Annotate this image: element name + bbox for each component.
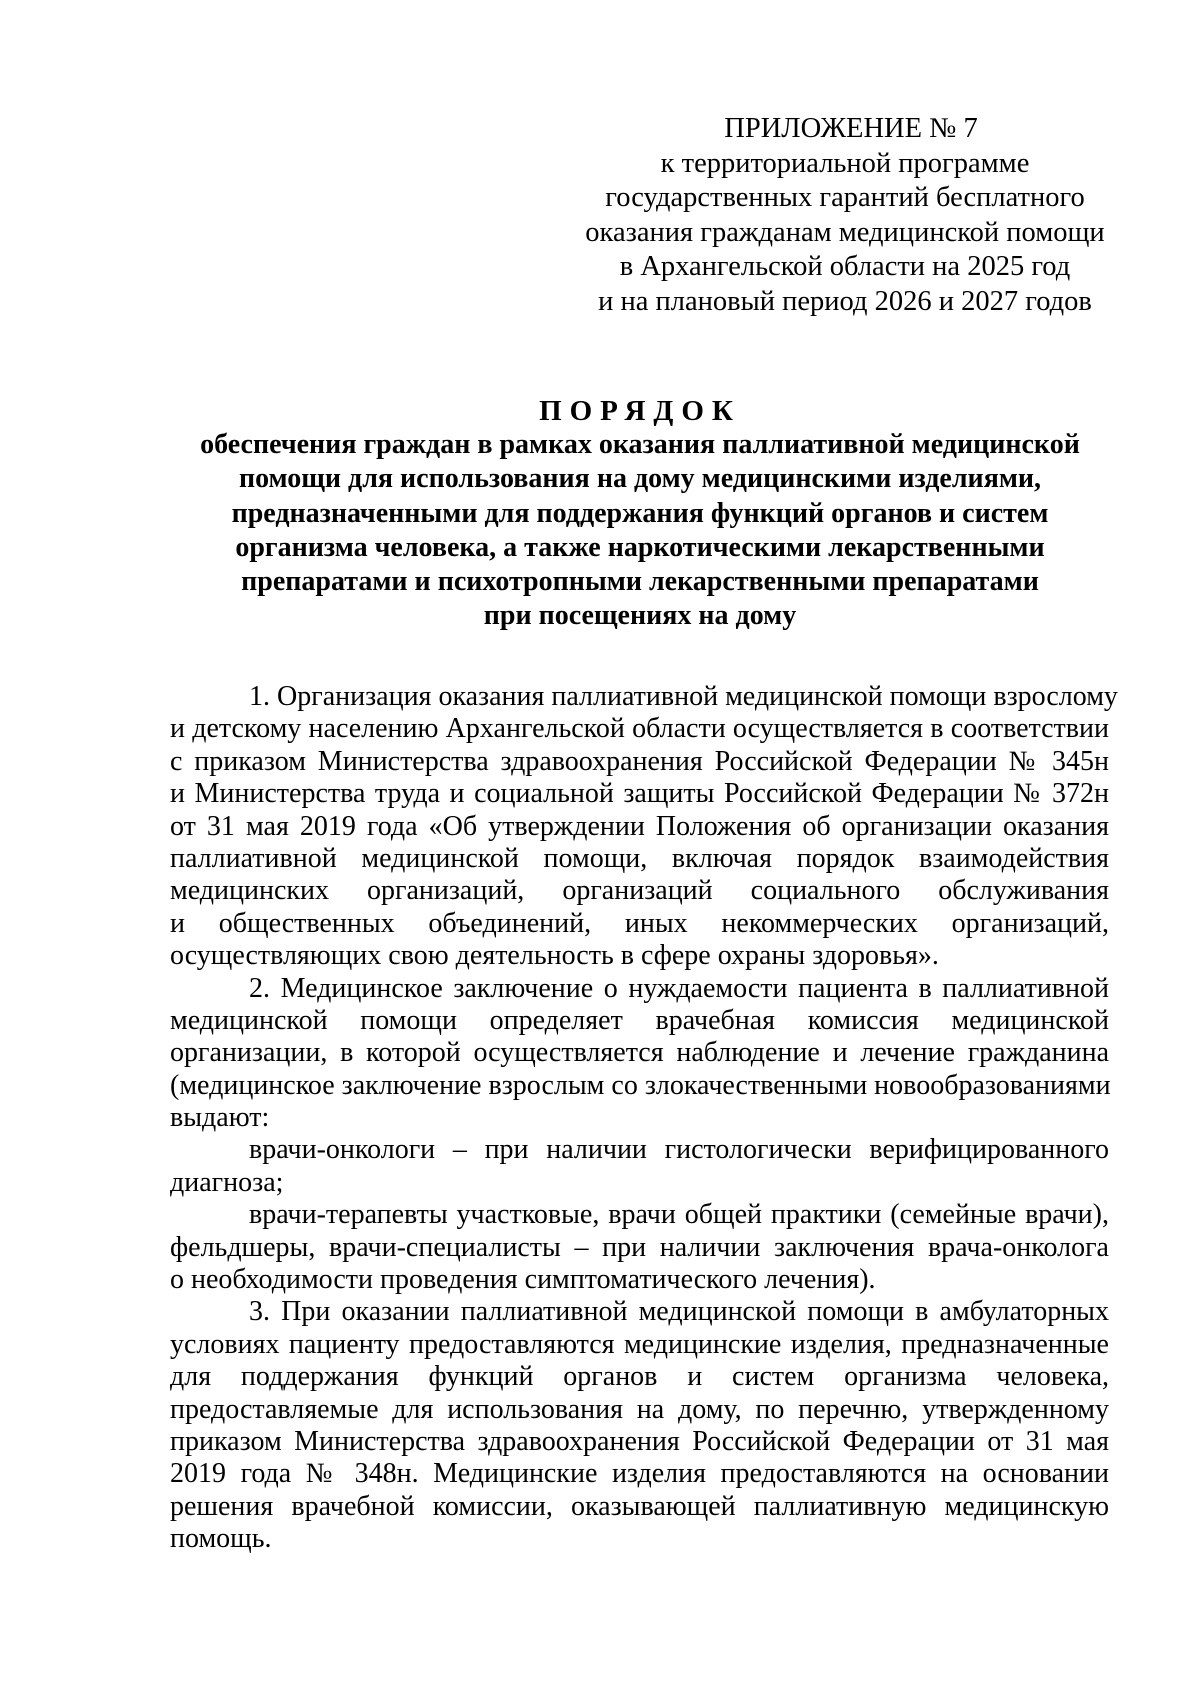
subtitle-line: препаратами и психотропными лекарственными препаратами	[241, 566, 1039, 598]
paragraph-1-line: с приказом Министерства здравоохранения Российской Федерации № 345н	[170, 745, 1109, 777]
subtitle-line: организма человека, а также наркотическими лекарственными	[235, 531, 1045, 563]
subtitle-line: обеспечения граждан в рамках оказания паллиативной медицинской	[200, 429, 1080, 460]
appendix-header	[575, 112, 1115, 319]
subtitle-line: предназначенными для поддержания функций органов и систем	[231, 497, 1049, 529]
subtitle-line: помощи для использования на дому медицинскими изделиями,	[238, 463, 1042, 495]
paragraph-1-line: от 31 мая 2019 года «Об утверждении Положения об организации оказания	[170, 810, 1109, 842]
paragraph-1-line: 1. Организация оказания паллиативной медицинской помощи взрослому	[249, 681, 1118, 712]
paragraph-1-line: осуществляющих свою деятельность в сфере охраны здоровья».	[170, 940, 939, 972]
paragraph-3-line: приказом Министерства здравоохранения Российской Федерации от 31 мая	[170, 1425, 1109, 1457]
paragraph-3-line: условиях пациенту предоставляются медицинские изделия, предназначенные	[170, 1328, 1109, 1360]
document-body	[170, 681, 1118, 1556]
paragraph-2-line: 2. Медицинское заключение о нуждаемости пациента в паллиативной	[249, 972, 1109, 1004]
paragraph-1-line: и детскому населению Архангельской области осуществляется в соответствии	[170, 713, 1109, 745]
list-item-line: врачи-терапевты участковые, врачи общей практики (семейные врачи),	[249, 1199, 1109, 1231]
subtitle-line: при посещениях на дому	[483, 600, 797, 632]
appendix-line: государственных гарантий бесплатного	[605, 182, 1085, 213]
paragraph-3-line: 3. При оказании паллиативной медицинской помощи в амбулаторных	[249, 1296, 1109, 1328]
list-item-line: врачи-онкологи – при наличии гистологически верифицированного	[249, 1134, 1109, 1166]
paragraph-2-line: выдают:	[170, 1102, 270, 1134]
paragraph-3-line: решения врачебной комиссии, оказывающей паллиативную медицинскую	[170, 1490, 1109, 1522]
paragraph-3-line: для поддержания функций органов и систем организма человека,	[170, 1361, 1109, 1393]
paragraph-3-line: предоставляемые для использования на дому, по перечню, утвержденному	[170, 1393, 1109, 1425]
appendix-line: в Архангельской области на 2025 год	[619, 251, 1071, 282]
paragraph-3-line: помощь.	[170, 1523, 272, 1555]
document-subtitle	[170, 428, 1110, 634]
document-title: ПОРЯДОК	[539, 395, 741, 427]
list-item-line: о необходимости проведения симптоматического лечения).	[170, 1264, 876, 1296]
appendix-line: и на плановый период 2026 и 2027 годов	[598, 285, 1092, 317]
paragraph-1-line: и общественных объединений, иных некоммерческих организаций,	[170, 907, 1109, 939]
paragraph-1-line: паллиативной медицинской помощи, включая порядок взаимодействия	[170, 842, 1109, 874]
appendix-line: оказания гражданам медицинской помощи	[585, 216, 1105, 248]
paragraph-2-line: организации, в которой осуществляется наблюдение и лечение гражданина	[170, 1037, 1109, 1069]
paragraph-2-line: медицинской помощи определяет врачебная комиссия медицинской	[170, 1004, 1109, 1036]
appendix-line: к территориальной программе	[660, 147, 1030, 179]
appendix-title: ПРИЛОЖЕНИЕ № 7	[724, 113, 978, 144]
document-title-block	[170, 392, 1110, 634]
paragraph-1-line: медицинских организаций, организаций социального обслуживания	[170, 875, 1109, 907]
paragraph-2-line: (медицинское заключение взрослым со злокачественными новообразованиями	[170, 1069, 1111, 1101]
list-item-line: диагноза;	[170, 1166, 284, 1198]
paragraph-1-line: и Министерства труда и социальной защиты Российской Федерации № 372н	[170, 778, 1109, 810]
paragraph-3-line: 2019 года № 348н. Медицинские изделия предоставляются на основании	[170, 1458, 1109, 1490]
list-item-line: фельдшеры, врачи-специалисты – при наличии заключения врача-онколога	[170, 1231, 1109, 1263]
